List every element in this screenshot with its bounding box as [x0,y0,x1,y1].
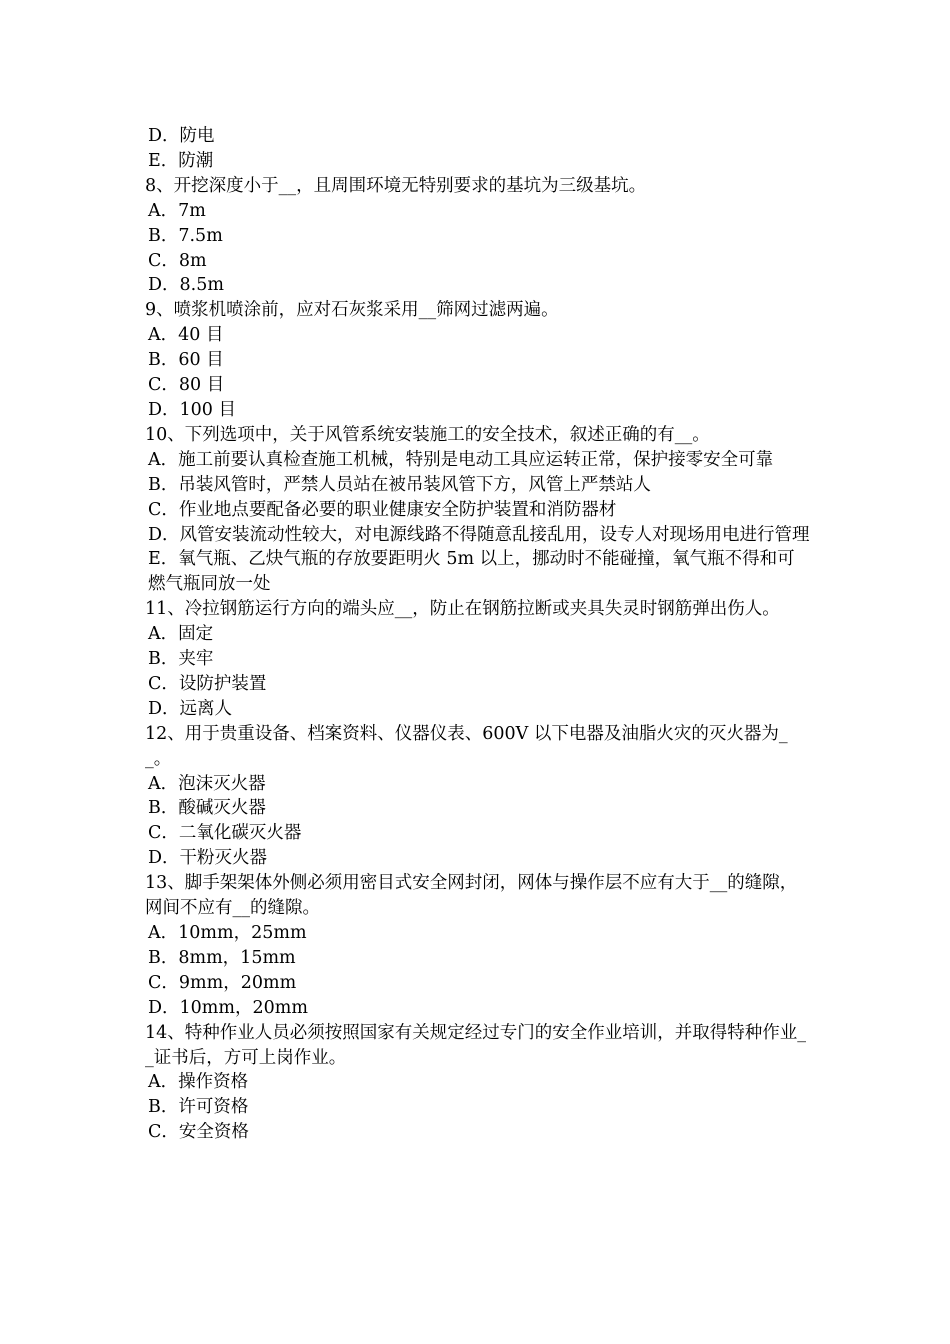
answer-option: A．施工前要认真检查施工机械，特别是电动工具应运转正常，保护接零安全可靠 [148,449,774,470]
answer-option: A．操作资格 [148,1072,249,1093]
answer-option: B．60 目 [148,350,224,371]
answer-option: B．8mm，15mm [148,947,296,968]
question-text: 9、喷浆机喷涂前，应对石灰浆采用__筛网过滤两遍。 [145,300,559,321]
question-list [145,124,810,1145]
answer-option: A．7m [148,200,206,221]
answer-option: D．100 目 [148,399,236,420]
question-text: 8、开挖深度小于__，且周围环境无特别要求的基坑为三级基坑。 [145,175,647,196]
answer-option: C．安全资格 [148,1122,249,1143]
answer-option: C．80 目 [148,375,225,396]
answer-option: E．氧气瓶、乙炔气瓶的存放要距明火 5m 以上，挪动时不能碰撞，氧气瓶不得和可燃气瓶同放一处 [148,549,795,595]
answer-option: D．干粉灭火器 [148,848,268,869]
answer-option: D．远离人 [148,698,233,719]
answer-option: B．酸碱灭火器 [148,798,266,819]
answer-option: E．防潮 [148,150,214,171]
answer-option: D．8.5m [148,275,224,296]
question-text: 14、特种作业人员必须按照国家有关规定经过专门的安全作业培训，并取得特种作业__证书后，方可上岗作业。 [145,1022,807,1068]
answer-option: C．二氧化碳灭火器 [148,823,302,844]
answer-option: B．吊装风管时，严禁人员站在被吊装风管下方，风管上严禁站人 [148,474,651,495]
question-text: 11、冷拉钢筋运行方向的端头应__，防止在钢筋拉断或夹具失灵时钢筋弹出伤人。 [145,599,780,620]
answer-option: A．10mm，25mm [148,923,307,943]
answer-option: B．7.5m [148,225,223,246]
answer-option: C．8m [148,250,207,271]
answer-option: B．夹牢 [148,649,214,670]
answer-option: D．风管安装流动性较大，对电源线路不得随意乱接乱用，设专人对现场用电进行管理 [148,524,810,545]
answer-option: D．防电 [148,126,215,146]
question-text: 10、下列选项中，关于风管系统安装施工的安全技术，叙述正确的有__。 [145,424,710,445]
question-text: 13、脚手架架体外侧必须用密目式安全网封闭，网体与操作层不应有大于__的缝隙，网间不应有__的缝隙。 [145,873,798,919]
answer-option: A．40 目 [148,325,224,346]
answer-option: C．9mm，20mm [148,972,297,993]
answer-option: A．泡沫灭火器 [148,773,266,794]
answer-option: D．10mm，20mm [148,997,308,1018]
answer-option: C．设防护装置 [148,673,267,694]
answer-option: A．固定 [148,624,214,645]
answer-option: C．作业地点要配备必要的职业健康安全防护装置和消防器材 [148,499,617,520]
question-text: 12、用于贵重设备、档案资料、仪器仪表、600V 以下电器及油脂火灾的灭火器为__。 [145,723,788,769]
answer-option: B．许可资格 [148,1097,249,1118]
